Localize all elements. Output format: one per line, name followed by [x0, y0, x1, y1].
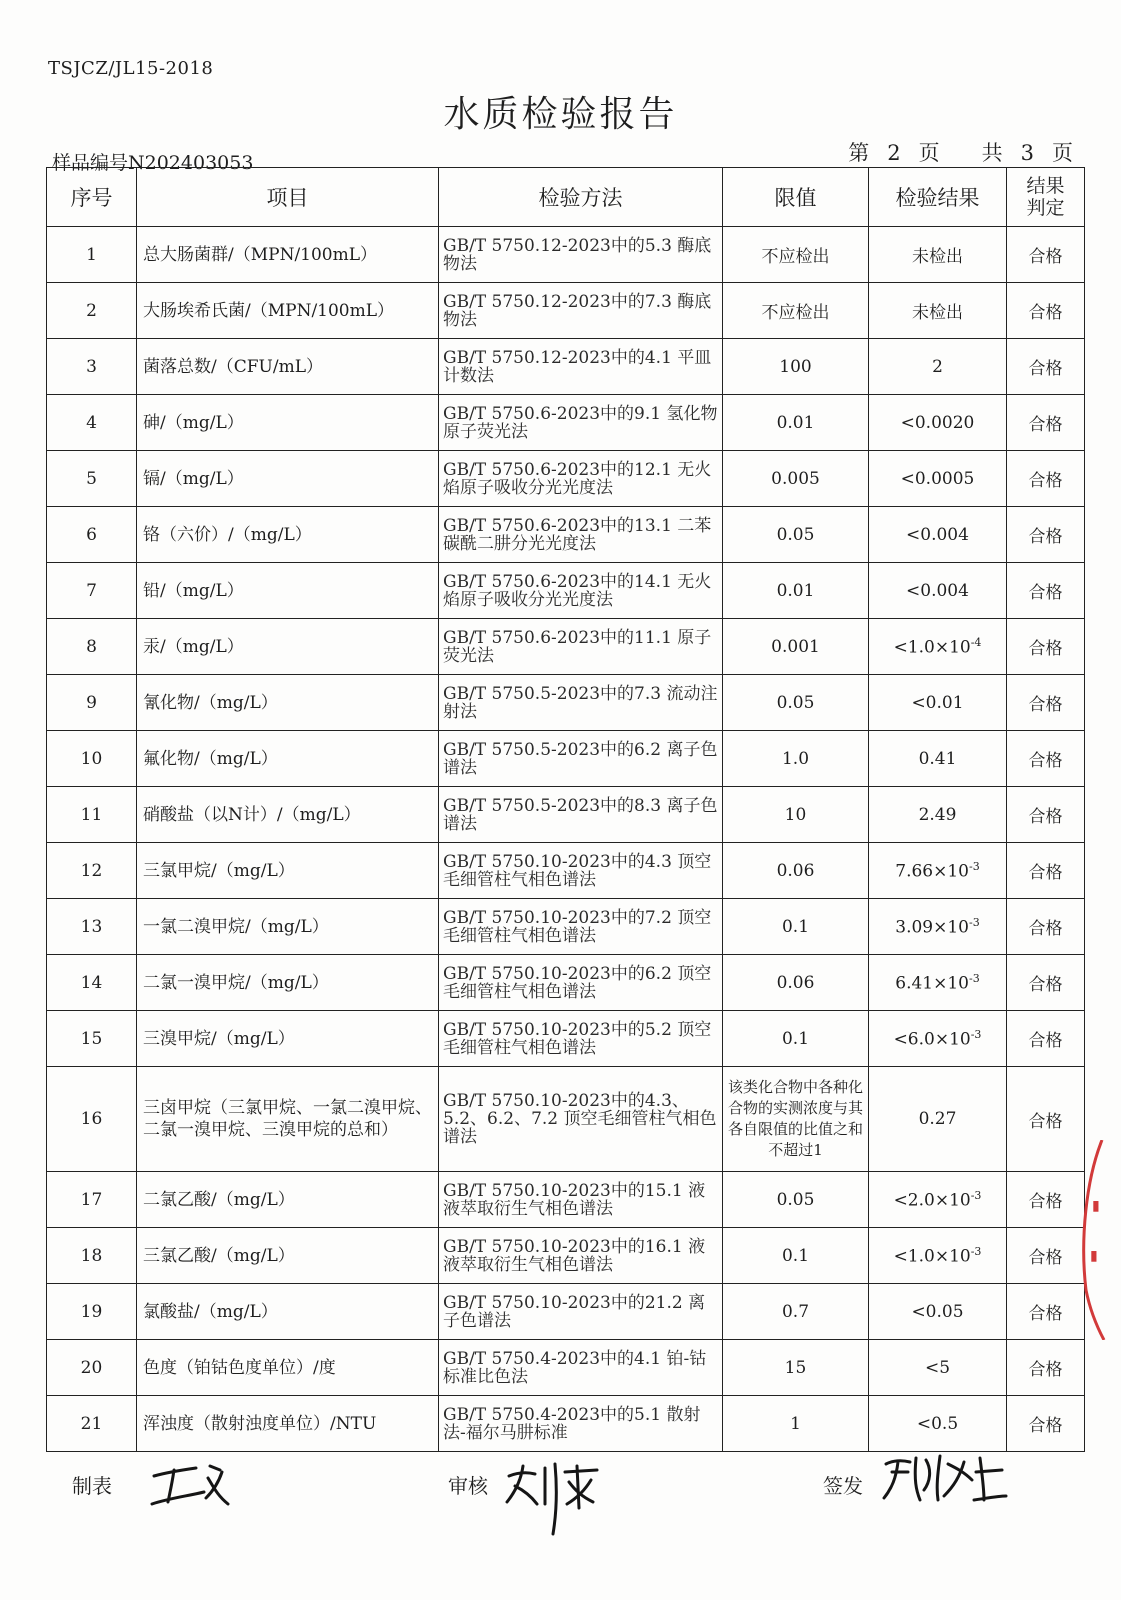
limit-cell: 15 [723, 1340, 869, 1396]
page-current: 2 [887, 141, 901, 165]
seq-cell: 4 [47, 395, 137, 451]
total-unit: 页 [1052, 141, 1073, 165]
seq-cell: 3 [47, 339, 137, 395]
table-row [47, 955, 1085, 1011]
result-cell: <0.0020 [869, 395, 1007, 451]
method-cell: GB/T 5750.5-2023中的6.2 离子色谱法 [439, 731, 723, 787]
table-row [47, 1340, 1085, 1396]
limit-cell: 0.05 [723, 675, 869, 731]
limit-cell: 0.06 [723, 843, 869, 899]
method-cell: GB/T 5750.12-2023中的5.3 酶底物法 [439, 227, 723, 283]
item-cell: 三溴甲烷/（mg/L） [137, 1011, 439, 1067]
prepared-label: 制表 [72, 1474, 112, 1498]
table-row [47, 899, 1085, 955]
result-exponent: -3 [970, 1188, 982, 1202]
seq-cell: 8 [47, 619, 137, 675]
result-cell: <0.004 [869, 507, 1007, 563]
limit-cell: 0.7 [723, 1284, 869, 1340]
judge-cell: 合格 [1007, 1011, 1085, 1067]
result-exponent: -3 [969, 859, 980, 873]
judge-cell: 合格 [1007, 563, 1085, 619]
limit-cell: 0.001 [723, 619, 869, 675]
method-cell: GB/T 5750.6-2023中的14.1 无火焰原子吸收分光光度法 [439, 563, 723, 619]
item-cell: 镉/（mg/L） [137, 451, 439, 507]
judge-cell: 合格 [1007, 843, 1085, 899]
table-row [47, 1172, 1085, 1228]
table-header-row [47, 168, 1085, 227]
limit-cell: 不应检出 [723, 227, 869, 283]
result-exponent: -3 [970, 1027, 982, 1041]
method-cell: GB/T 5750.6-2023中的11.1 原子荧光法 [439, 619, 723, 675]
result-cell: $7.66\times 10^{-3}$ [869, 843, 1007, 899]
result-exponent: -4 [970, 635, 982, 649]
judge-cell: 合格 [1007, 675, 1085, 731]
seq-cell: 17 [47, 1172, 137, 1228]
result-exponent: -3 [969, 915, 980, 929]
judge-cell: 合格 [1007, 1284, 1085, 1340]
seq-cell: 15 [47, 1011, 137, 1067]
col-judge-line2: 判定 [1026, 197, 1065, 219]
table-row [47, 563, 1085, 619]
judge-cell: 合格 [1007, 1067, 1085, 1172]
table-row [47, 1228, 1085, 1284]
limit-cell: 100 [723, 339, 869, 395]
limit-cell: 10 [723, 787, 869, 843]
item-cell: 浑浊度（散射浊度单位）/NTU [137, 1396, 439, 1452]
item-cell: 汞/（mg/L） [137, 619, 439, 675]
seq-cell: 19 [47, 1284, 137, 1340]
judge-cell: 合格 [1007, 283, 1085, 339]
method-cell: GB/T 5750.10-2023中的21.2 离子色谱法 [439, 1284, 723, 1340]
method-cell: GB/T 5750.4-2023中的5.1 散射法-福尔马肼标准 [439, 1396, 723, 1452]
reviewed-signature [505, 1460, 605, 1540]
item-cell: 氯酸盐/（mg/L） [137, 1284, 439, 1340]
judge-cell: 合格 [1007, 1172, 1085, 1228]
result-cell: 未检出 [869, 227, 1007, 283]
limit-cell: 0.1 [723, 899, 869, 955]
method-cell: GB/T 5750.10-2023中的4.3 顶空毛细管柱气相色谱法 [439, 843, 723, 899]
item-cell: 砷/（mg/L） [137, 395, 439, 451]
judge-cell: 合格 [1007, 395, 1085, 451]
item-cell: 三卤甲烷（三氯甲烷、一氯二溴甲烷、二氯一溴甲烷、三溴甲烷的总和） [137, 1067, 439, 1172]
method-cell: GB/T 5750.6-2023中的12.1 无火焰原子吸收分光光度法 [439, 451, 723, 507]
page-indicator [848, 137, 1073, 167]
result-cell: 2.49 [869, 787, 1007, 843]
result-cell: <5 [869, 1340, 1007, 1396]
method-cell: GB/T 5750.4-2023中的4.1 铂-钴标准比色法 [439, 1340, 723, 1396]
judge-cell: 合格 [1007, 619, 1085, 675]
method-cell: GB/T 5750.6-2023中的9.1 氢化物原子荧光法 [439, 395, 723, 451]
result-cell: $6.41\times 10^{-3}$ [869, 955, 1007, 1011]
item-cell: 菌落总数/（CFU/mL） [137, 339, 439, 395]
seq-cell: 10 [47, 731, 137, 787]
seq-cell: 21 [47, 1396, 137, 1452]
item-cell: 铅/（mg/L） [137, 563, 439, 619]
item-cell: 铬（六价）/（mg/L） [137, 507, 439, 563]
seq-cell: 7 [47, 563, 137, 619]
table-row [47, 1284, 1085, 1340]
table-row [47, 787, 1085, 843]
limit-cell: 0.01 [723, 563, 869, 619]
item-cell: 一氯二溴甲烷/（mg/L） [137, 899, 439, 955]
result-cell: $<2.0\times 10^{-3}$ [869, 1172, 1007, 1228]
table-row [47, 843, 1085, 899]
judge-cell: 合格 [1007, 955, 1085, 1011]
svg-text:▮: ▮ [1090, 1248, 1098, 1264]
sample-number: 样品编号N202403053 [52, 152, 254, 174]
document-code: TSJCZ/JL15-2018 [48, 58, 214, 79]
judge-cell: 合格 [1007, 339, 1085, 395]
method-cell: GB/T 5750.12-2023中的4.1 平皿计数法 [439, 339, 723, 395]
col-item: 项目 [137, 168, 439, 227]
item-cell: 氟化物/（mg/L） [137, 731, 439, 787]
method-cell: GB/T 5750.10-2023中的16.1 液液萃取衍生气相色谱法 [439, 1228, 723, 1284]
limit-cell: 0.1 [723, 1011, 869, 1067]
result-exponent: -3 [969, 971, 980, 985]
seq-cell: 6 [47, 507, 137, 563]
seq-cell: 20 [47, 1340, 137, 1396]
limit-cell: 0.05 [723, 507, 869, 563]
judge-cell: 合格 [1007, 227, 1085, 283]
table-row [47, 451, 1085, 507]
judge-cell: 合格 [1007, 1228, 1085, 1284]
col-method: 检验方法 [439, 168, 723, 227]
limit-cell: 该类化合物中各种化合物的实测浓度与其各自限值的比值之和不超过1 [723, 1067, 869, 1172]
judge-cell: 合格 [1007, 1396, 1085, 1452]
limit-cell: 0.06 [723, 955, 869, 1011]
limit-cell: 0.1 [723, 1228, 869, 1284]
report-title: 水质检验报告 [443, 94, 678, 135]
method-cell: GB/T 5750.10-2023中的15.1 液液萃取衍生气相色谱法 [439, 1172, 723, 1228]
item-cell: 三氯乙酸/（mg/L） [137, 1228, 439, 1284]
table-row [47, 731, 1085, 787]
judge-cell: 合格 [1007, 1340, 1085, 1396]
judge-cell: 合格 [1007, 899, 1085, 955]
result-cell: <0.05 [869, 1284, 1007, 1340]
result-cell: <0.0005 [869, 451, 1007, 507]
col-result: 检验结果 [869, 168, 1007, 227]
table-row [47, 339, 1085, 395]
table-row [47, 395, 1085, 451]
limit-cell: 0.005 [723, 451, 869, 507]
limit-cell: 0.05 [723, 1172, 869, 1228]
item-cell: 总大肠菌群/（MPN/100mL） [137, 227, 439, 283]
result-cell: $3.09\times 10^{-3}$ [869, 899, 1007, 955]
result-exponent: -3 [970, 1244, 982, 1258]
result-cell: <0.01 [869, 675, 1007, 731]
limit-cell: 不应检出 [723, 283, 869, 339]
table-row [47, 675, 1085, 731]
item-cell: 氰化物/（mg/L） [137, 675, 439, 731]
method-cell: GB/T 5750.10-2023中的7.2 顶空毛细管柱气相色谱法 [439, 899, 723, 955]
result-cell: $<1.0\times 10^{-3}$ [869, 1228, 1007, 1284]
method-cell: GB/T 5750.10-2023中的5.2 顶空毛细管柱气相色谱法 [439, 1011, 723, 1067]
seq-cell: 11 [47, 787, 137, 843]
seq-cell: 2 [47, 283, 137, 339]
seq-cell: 9 [47, 675, 137, 731]
seq-cell: 13 [47, 899, 137, 955]
page-unit: 页 [918, 141, 940, 165]
limit-cell: 1.0 [723, 731, 869, 787]
results-table [46, 167, 1085, 1452]
result-cell: $<1.0\times 10^{-4}$ [869, 619, 1007, 675]
table-row [47, 1011, 1085, 1067]
page-total: 3 [1020, 141, 1034, 165]
item-cell: 硝酸盐（以N计）/（mg/L） [137, 787, 439, 843]
page-word: 第 [848, 141, 870, 165]
seq-cell: 14 [47, 955, 137, 1011]
issued-signature [880, 1450, 1010, 1512]
col-judge [1007, 168, 1085, 227]
reviewed-label: 审核 [448, 1474, 488, 1498]
result-cell: <0.5 [869, 1396, 1007, 1452]
total-word: 共 [981, 141, 1003, 165]
col-seq: 序号 [47, 168, 137, 227]
seq-cell: 16 [47, 1067, 137, 1172]
table-row [47, 507, 1085, 563]
seq-cell: 5 [47, 451, 137, 507]
table-row [47, 1067, 1085, 1172]
limit-cell: 0.01 [723, 395, 869, 451]
result-cell: 0.27 [869, 1067, 1007, 1172]
prepared-signature [148, 1458, 238, 1510]
svg-text:▮: ▮ [1092, 1198, 1100, 1214]
seq-cell: 18 [47, 1228, 137, 1284]
method-cell: GB/T 5750.10-2023中的4.3、5.2、6.2、7.2 顶空毛细管柱气相色谱法 [439, 1067, 723, 1172]
item-cell: 三氯甲烷/（mg/L） [137, 843, 439, 899]
method-cell: GB/T 5750.5-2023中的7.3 流动注射法 [439, 675, 723, 731]
table-row [47, 619, 1085, 675]
item-cell: 大肠埃希氏菌/（MPN/100mL） [137, 283, 439, 339]
judge-cell: 合格 [1007, 787, 1085, 843]
result-cell: $<6.0\times 10^{-3}$ [869, 1011, 1007, 1067]
result-cell: 2 [869, 339, 1007, 395]
judge-cell: 合格 [1007, 451, 1085, 507]
table-row [47, 227, 1085, 283]
col-judge-line1: 结果 [1026, 175, 1065, 197]
result-cell: 0.41 [869, 731, 1007, 787]
item-cell: 色度（铂钴色度单位）/度 [137, 1340, 439, 1396]
item-cell: 二氯一溴甲烷/（mg/L） [137, 955, 439, 1011]
method-cell: GB/T 5750.5-2023中的8.3 离子色谱法 [439, 787, 723, 843]
limit-cell: 1 [723, 1396, 869, 1452]
judge-cell: 合格 [1007, 507, 1085, 563]
official-stamp-edge [1068, 1140, 1108, 1340]
item-cell: 二氯乙酸/（mg/L） [137, 1172, 439, 1228]
seq-cell: 12 [47, 843, 137, 899]
seq-cell: 1 [47, 227, 137, 283]
method-cell: GB/T 5750.6-2023中的13.1 二苯碳酰二肼分光光度法 [439, 507, 723, 563]
col-limit: 限值 [723, 168, 869, 227]
result-cell: 未检出 [869, 283, 1007, 339]
judge-cell: 合格 [1007, 731, 1085, 787]
table-row [47, 283, 1085, 339]
issued-label: 签发 [823, 1474, 863, 1498]
method-cell: GB/T 5750.10-2023中的6.2 顶空毛细管柱气相色谱法 [439, 955, 723, 1011]
table-row [47, 1396, 1085, 1452]
method-cell: GB/T 5750.12-2023中的7.3 酶底物法 [439, 283, 723, 339]
result-cell: <0.004 [869, 563, 1007, 619]
